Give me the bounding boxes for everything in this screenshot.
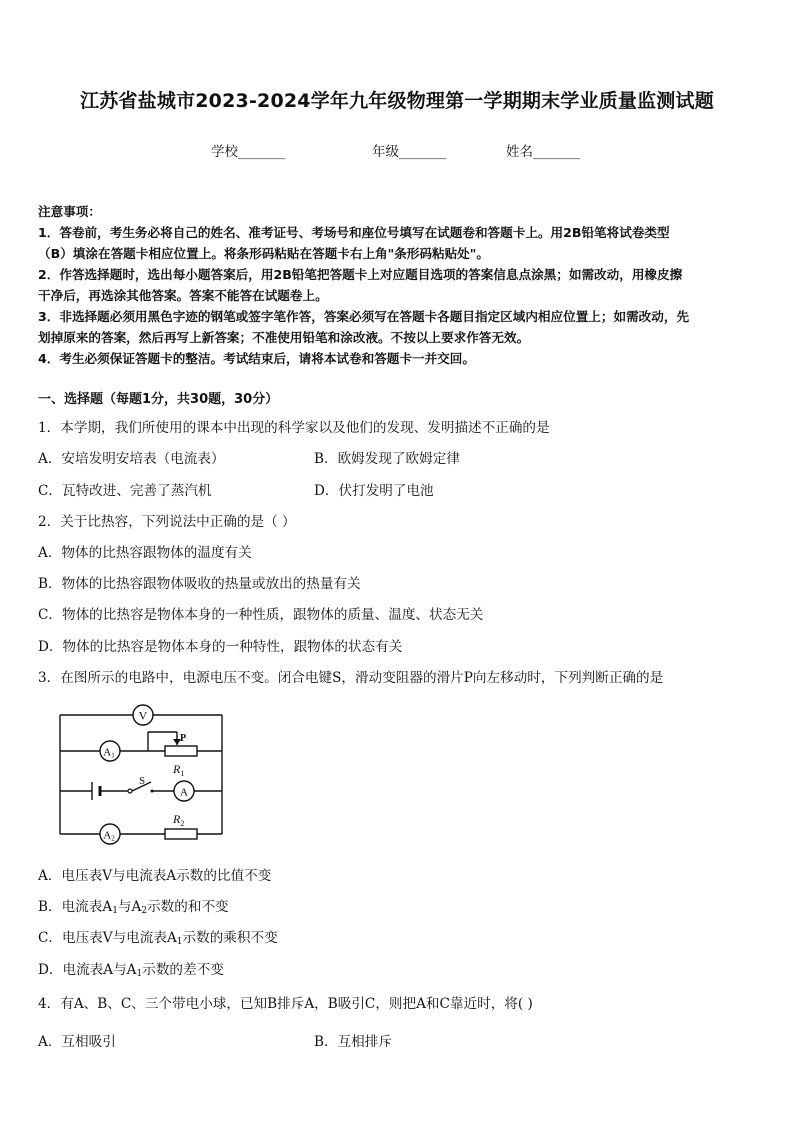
switch-contact — [128, 789, 132, 793]
q2-option-d: D．物体的比热容是物体本身的一种特性，跟物体的状态有关 — [38, 639, 403, 655]
question-1-stem: 1．本学期，我们所使用的课本中出现的科学家以及他们的发现、发明描述不正确的是 — [38, 420, 550, 436]
q1-option-b: B．欧姆发现了欧姆定律 — [314, 451, 460, 467]
question-3-stem: 3．在图所示的电路中，电源电压不变。闭合电键S，滑动变阻器的滑片P向左移动时，下列判断正确的是 — [38, 670, 664, 686]
q3-option-a: A．电压表V与电流表A示数的比值不变 — [38, 868, 272, 884]
q1-option-a: A．安培发明安培表（电流表） — [38, 451, 225, 467]
question-4-stem: 4．有A、B、C、三个带电小球，已知B排斥A，B吸引C，则把A和C靠近时，将( ) — [38, 996, 533, 1012]
q1-option-d: D．伏打发明了电池 — [314, 483, 434, 499]
note-line: 干净后，再选涂其他答案。答案不能答在试题卷上。 — [38, 288, 328, 303]
resistor-r2-label: $R_2$ — [173, 812, 185, 828]
note-line: 3．非选择题必须用黑色字迹的钢笔或签字笔作答，答案必须写在答题卡各题目指定区域内相应位置上；如需改动，先 — [38, 309, 690, 324]
grade-field: 年级_______ — [372, 144, 447, 160]
notes-heading: 注意事项： — [38, 204, 101, 219]
slider-label: P — [180, 733, 187, 744]
q2-option-b: B．物体的比热容跟物体吸收的热量或放出的热量有关 — [38, 576, 361, 592]
switch-label: S — [139, 775, 146, 787]
name-field: 姓名_______ — [506, 144, 581, 160]
q4-option-a: A．互相吸引 — [38, 1034, 116, 1050]
q3-option-b: B．电流表$A_1$与$A_2$示数的和不变 — [38, 899, 229, 916]
question-2-stem: 2．关于比热容，下列说法中正确的是（ ） — [38, 514, 296, 530]
note-line: 划掉原来的答案，然后再写上新答案；不准使用铅笔和涂改液。不按以上要求作答无效。 — [38, 330, 530, 345]
note-line: 1．答卷前，考生务必将自己的姓名、准考证号、考场号和座位号填写在试题卷和答题卡上。用2B铅笔将试卷类型 — [38, 225, 670, 240]
q3-option-d: D．电流表A与$A_1$示数的差不变 — [38, 962, 224, 979]
note-line: 2．作答选择题时，选出每小题答案后，用2B铅笔把答题卡上对应题目选项的答案信息点涂黑；如需改动，用橡皮擦 — [38, 267, 683, 282]
q2-option-c: C．物体的比热容是物体本身的一种性质，跟物体的质量、温度、状态无关 — [38, 607, 484, 623]
page-title: 江苏省盐城市2023-2024学年九年级物理第一学期期末学业质量监测试题 — [80, 90, 714, 112]
section-heading: 一、选择题（每题1分，共30题，30分） — [38, 392, 279, 407]
q2-option-a: A．物体的比热容跟物体的温度有关 — [38, 545, 252, 561]
note-line: （B）填涂在答题卡相应位置上。将条形码粘贴在答题卡右上角"条形码粘贴处"。 — [38, 246, 489, 261]
q4-option-b: B．互相排斥 — [314, 1034, 392, 1050]
resistor-r1-label: $R_1$ — [173, 762, 185, 778]
q3-option-c: C．电压表V与电流表$A_1$示数的乘积不变 — [38, 930, 278, 947]
ammeter-a2-label: A2 — [103, 829, 115, 843]
school-field: 学校_______ — [211, 144, 286, 160]
switch-contact — [151, 790, 154, 793]
circuit-diagram — [55, 703, 230, 846]
q1-option-c: C．瓦特改进、完善了蒸汽机 — [38, 483, 212, 499]
ammeter-a1-label: A1 — [103, 746, 115, 760]
note-line: 4．考生必须保证答题卡的整洁。考试结束后，请将本试卷和答题卡一并交回。 — [38, 351, 475, 366]
ammeter-a-label: A — [180, 786, 188, 799]
voltmeter-label: V — [138, 708, 148, 723]
